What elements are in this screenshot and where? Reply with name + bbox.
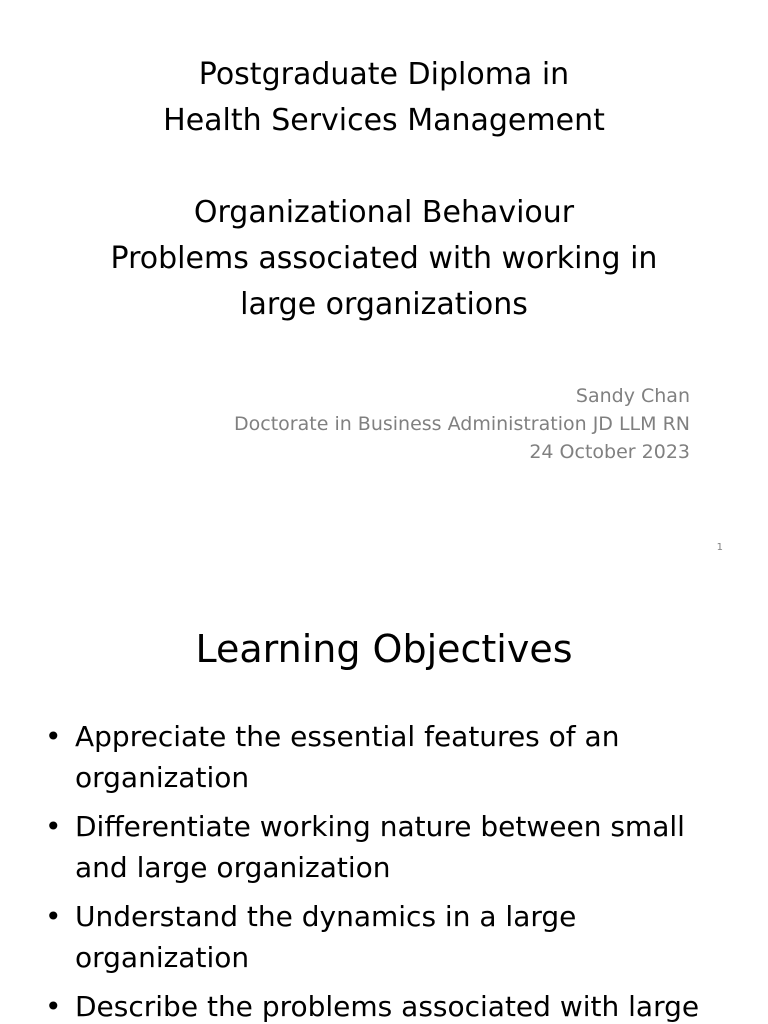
course-title-line-1: Postgraduate Diploma in xyxy=(198,57,570,92)
list-item xyxy=(45,986,745,1024)
bullet-icon: • xyxy=(45,900,62,933)
title-block xyxy=(0,52,768,328)
bullet-icon: • xyxy=(45,720,62,753)
objective-text: Appreciate the essential features of an organization xyxy=(75,720,620,794)
topic-title-line-2: large organizations xyxy=(240,287,528,322)
objective-text: Describe the problems associated with large xyxy=(75,990,700,1023)
slide-number: 1 xyxy=(716,542,723,553)
topic-title-line-1: Problems associated with working in xyxy=(110,241,658,276)
list-item xyxy=(45,716,745,798)
course-title-line-2: Health Services Management xyxy=(163,103,605,138)
title-spacer xyxy=(0,144,768,190)
slide-title: Learning Objectives xyxy=(195,627,573,671)
bullet-icon: • xyxy=(45,990,62,1023)
bullet-icon: • xyxy=(45,810,62,843)
list-item xyxy=(45,806,745,888)
author-credentials: Doctorate in Business Administration JD LLM RN xyxy=(234,413,690,435)
author-block xyxy=(234,382,690,466)
objective-text: Differentiate working nature between small and large organization xyxy=(75,810,685,884)
objective-text: Understand the dynamics in a large organization xyxy=(75,900,577,974)
learning-objectives-slide xyxy=(0,576,768,1024)
presentation-date: 24 October 2023 xyxy=(529,441,690,463)
author-name: Sandy Chan xyxy=(575,385,690,407)
module-title: Organizational Behaviour xyxy=(193,195,575,230)
objectives-list xyxy=(45,716,745,1024)
list-item xyxy=(45,896,745,978)
